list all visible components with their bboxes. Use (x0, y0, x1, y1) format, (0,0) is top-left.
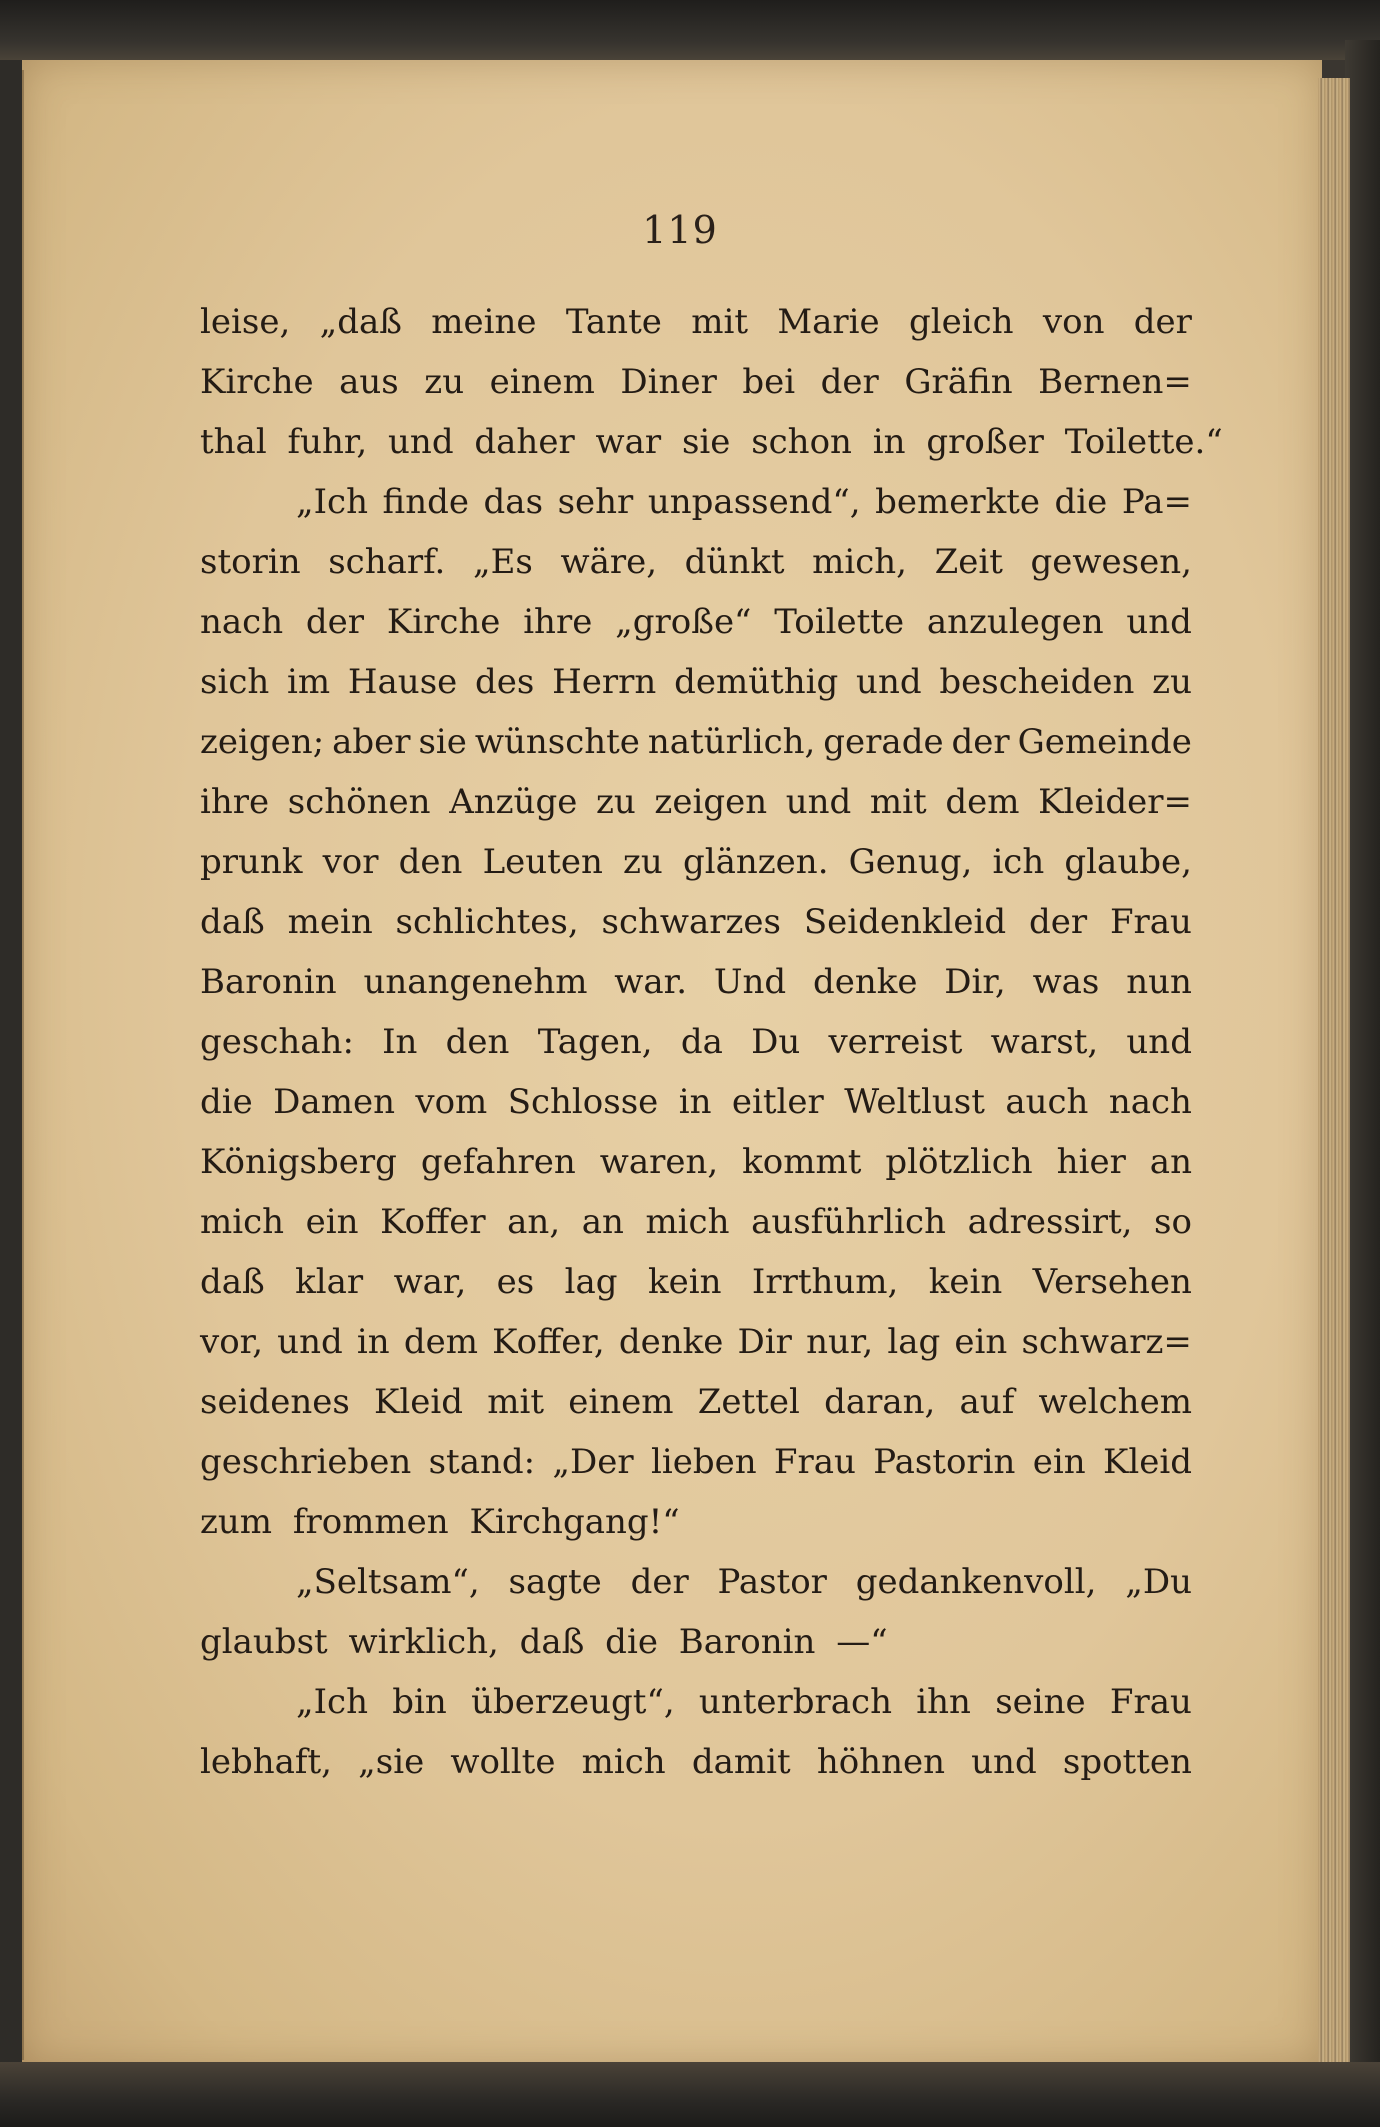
text-line: nach der Kirche ihre „große“ Toilette anzulegen und (200, 602, 1192, 642)
text-line: zeigen; aber sie wünschte natürlich, gerade der Gemeinde (200, 722, 1192, 762)
page-gutter (22, 70, 24, 2060)
text-line: leise, „daß meine Tante mit Marie gleich von der (200, 302, 1192, 342)
text-line: Königsberg gefahren waren, kommt plötzlich hier an (200, 1142, 1192, 1182)
text-line: mich ein Koffer an, an mich ausführlich adressirt, so (200, 1202, 1192, 1242)
text-line: vor, und in dem Koffer, denke Dir nur, lag ein schwarz= (200, 1322, 1192, 1362)
text-line: zum frommen Kirchgang!“ (200, 1502, 680, 1542)
page-edges-stack (1318, 78, 1350, 2070)
text-line: daß mein schlichtes, schwarzes Seidenkleid der Frau (200, 902, 1192, 942)
book-cover-bottom-edge (0, 2062, 1380, 2127)
body-text (200, 292, 1223, 1792)
text-line: seidenes Kleid mit einem Zettel daran, auf welchem (200, 1382, 1192, 1422)
text-line: daß klar war, es lag kein Irrthum, kein Versehen (200, 1262, 1192, 1302)
text-line: „Ich finde das sehr unpassend“, bemerkte die Pa= (296, 482, 1192, 522)
text-line: „Ich bin überzeugt“, unterbrach ihn seine Frau (296, 1682, 1192, 1722)
text-line: lebhaft, „sie wollte mich damit höhnen und spotten (200, 1742, 1192, 1782)
text-line: Kirche aus zu einem Diner bei der Gräfin Bernen= (200, 362, 1192, 402)
text-line: geschrieben stand: „Der lieben Frau Pastorin ein Kleid (200, 1442, 1192, 1482)
text-line: die Damen vom Schlosse in eitler Weltlust auch nach (200, 1082, 1192, 1122)
text-line: prunk vor den Leuten zu glänzen. Genug, ich glaube, (200, 842, 1192, 882)
text-line: „Seltsam“, sagte der Pastor gedankenvoll, „Du (296, 1562, 1192, 1602)
page-number: 119 (642, 208, 718, 252)
book-cover-right-edge (1345, 40, 1380, 2080)
text-line: geschah: In den Tagen, da Du verreist warst, und (200, 1022, 1192, 1062)
text-line: Baronin unangenehm war. Und denke Dir, was nun (200, 962, 1192, 1002)
text-line: glaubst wirklich, daß die Baronin —“ (200, 1622, 888, 1662)
text-line: thal fuhr, und daher war sie schon in großer Toilette.“ (200, 422, 1223, 462)
text-line: storin scharf. „Es wäre, dünkt mich, Zeit gewesen, (200, 542, 1192, 582)
text-line: ihre schönen Anzüge zu zeigen und mit dem Kleider= (200, 782, 1192, 822)
text-line: sich im Hause des Herrn demüthig und bescheiden zu (200, 662, 1192, 702)
book-cover-top-edge (0, 0, 1380, 60)
